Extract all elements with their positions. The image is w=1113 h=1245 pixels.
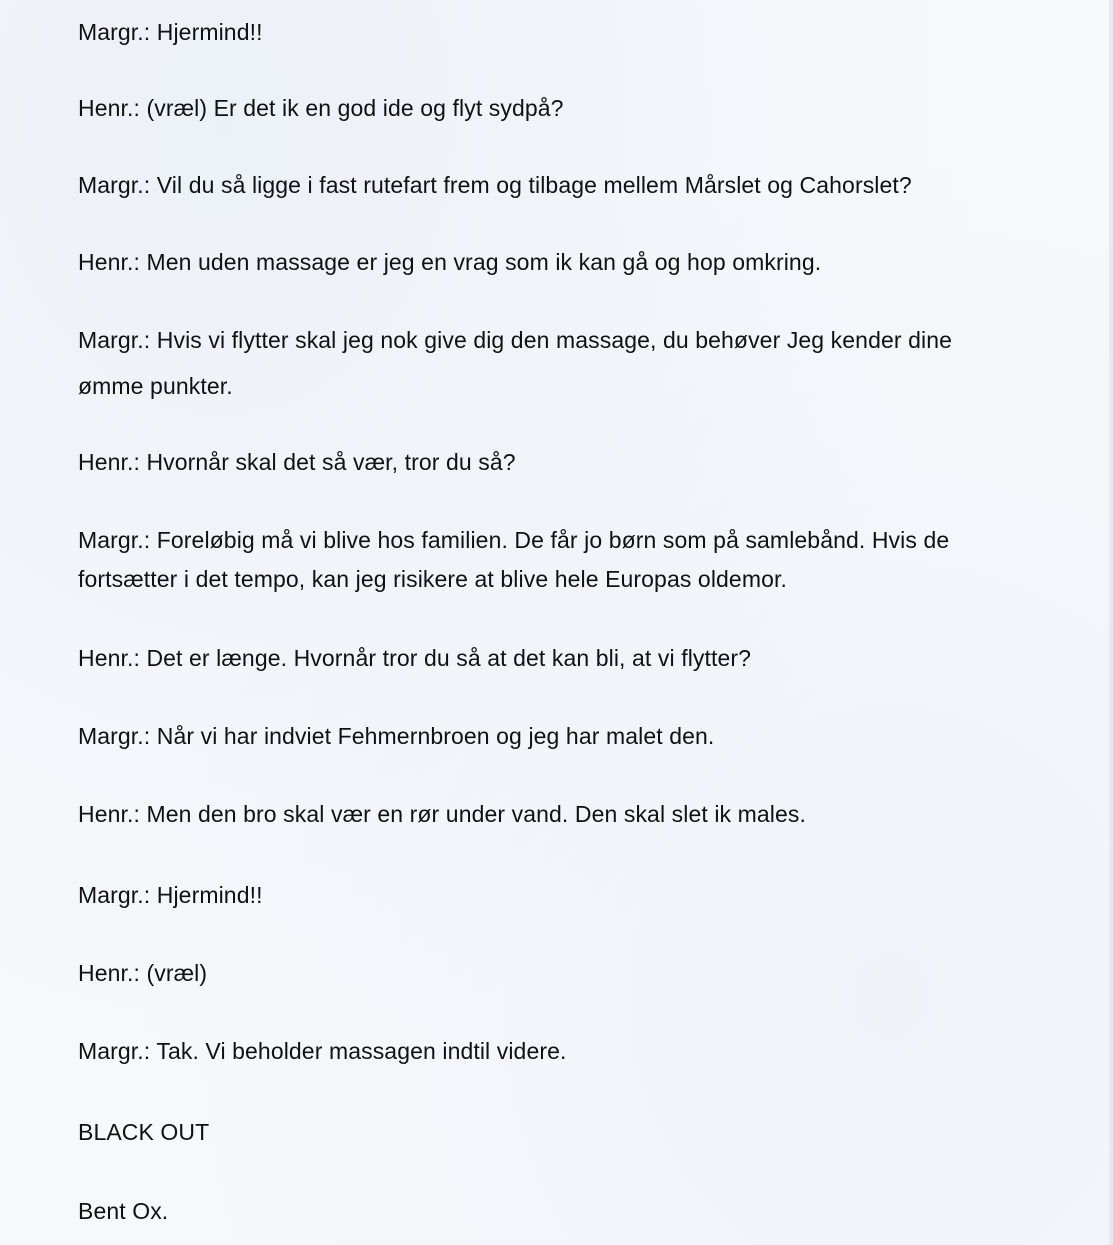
dialogue-line-11: Margr.: Hjermind!! xyxy=(78,882,263,908)
dialogue-line-1: Margr.: Hjermind!! xyxy=(78,19,263,45)
dialogue-line-5: Margr.: Hvis vi flytter skal jeg nok give dig den massage, du behøver Jeg kender dine xyxy=(78,327,952,353)
dialogue-line-13: Margr.: Tak. Vi beholder massagen indtil videre. xyxy=(78,1038,567,1064)
dialogue-line-10: Henr.: Men den bro skal vær en rør under vand. Den skal slet ik males. xyxy=(78,801,806,827)
dialogue-line-12: Henr.: (vræl) xyxy=(78,960,208,986)
dialogue-line-5-cont: ømme punkter. xyxy=(78,373,233,399)
dialogue-line-4: Henr.: Men uden massage er jeg en vrag som ik kan gå og hop omkring. xyxy=(78,249,822,275)
dialogue-line-7: Margr.: Foreløbig må vi blive hos familien. De får jo børn som på samlebånd. Hvis de xyxy=(78,527,950,553)
scan-edge xyxy=(1109,0,1113,1245)
dialogue-line-6: Henr.: Hvornår skal det så vær, tror du så? xyxy=(78,449,516,475)
stage-direction: BLACK OUT xyxy=(78,1119,210,1145)
author-signature: Bent Ox. xyxy=(78,1198,169,1224)
dialogue-line-8: Henr.: Det er længe. Hvornår tror du så at det kan bli, at vi flytter? xyxy=(78,645,752,671)
dialogue-line-2: Henr.: (vræl) Er det ik en god ide og flyt sydpå? xyxy=(78,95,564,121)
dialogue-line-7-cont: fortsætter i det tempo, kan jeg risikere at blive hele Europas oldemor. xyxy=(78,566,787,592)
dialogue-line-9: Margr.: Når vi har indviet Fehmernbroen og jeg har malet den. xyxy=(78,723,715,749)
dialogue-line-3: Margr.: Vil du så ligge i fast rutefart frem og tilbage mellem Mårslet og Cahorslet? xyxy=(78,172,912,198)
